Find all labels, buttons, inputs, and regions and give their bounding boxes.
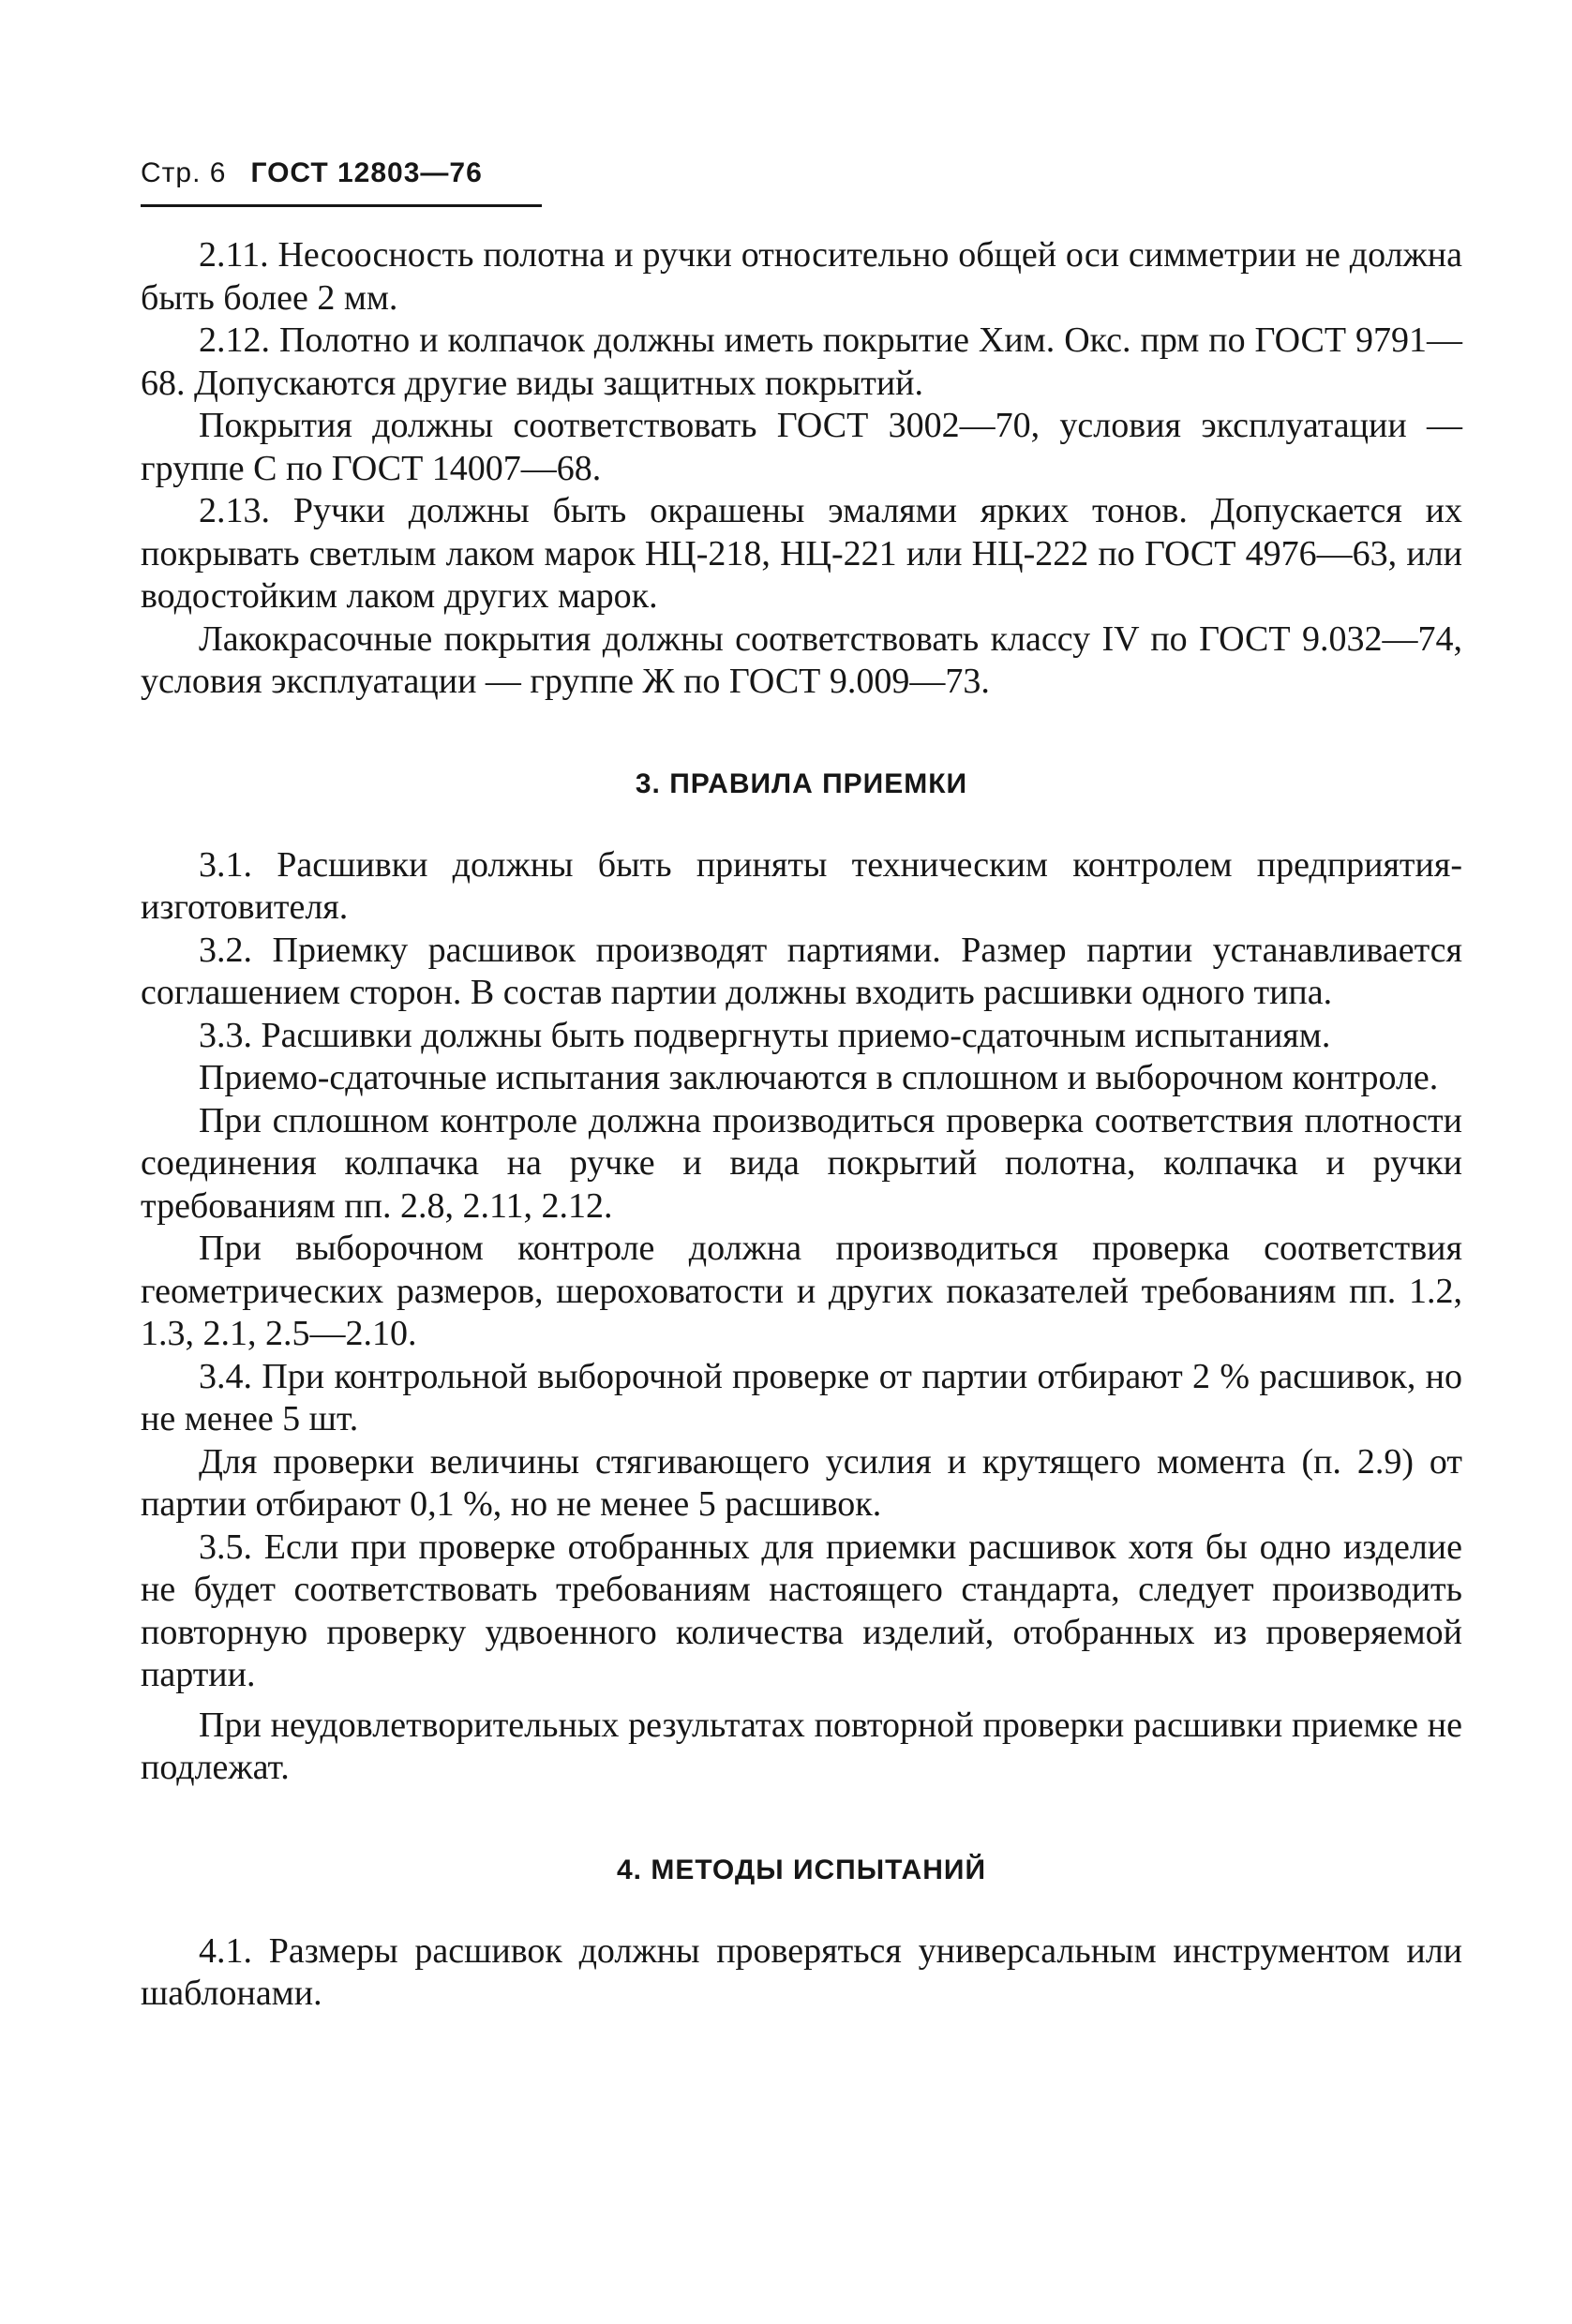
section-3-heading: 3. ПРАВИЛА ПРИЕМКИ	[635, 767, 968, 799]
standard-designation: ГОСТ 12803—76	[250, 157, 483, 188]
clause-3-5: 3.5. Если при проверке отобранных для приемки расшивок хотя бы одно изделие не будет соответствовать требованиям настоящего стандарта, следует производить повторную проверку удвоенного количества изделий, отобранных из проверяемой партии.	[141, 1527, 1462, 1694]
clause-2-13: 2.13. Ручки должны быть окрашены эмалями ярких тонов. Допускается их покрывать светлым лаком марок НЦ-218, НЦ-221 или НЦ-222 по ГОСТ 4976—63, или водостойким лаком других марок.	[141, 491, 1462, 616]
clause-3-1: 3.1. Расшивки должны быть приняты техническим контролем предприятия-изготовителя.	[141, 844, 1462, 927]
section-4-heading: 4. МЕТОДЫ ИСПЫТАНИЙ	[617, 1854, 986, 1885]
clause-3-3-full-control: При сплошном контроле должна производиться проверка соответствия плотности соединения колпачка на ручке и вида покрытий полотна, колпачка и ручки требованиям пп. 2.8, 2.11, 2.12.	[141, 1100, 1462, 1226]
clause-2-12-coatings: Покрытия должны соответствовать ГОСТ 3002—70, условия эксплуатации — группе С по ГОСТ 14007—68.	[141, 406, 1462, 488]
document-body	[141, 234, 1462, 2016]
clause-3-4-torque: Для проверки величины стягивающего усилия и крутящего момента (п. 2.9) от партии отбирают 0,1 %, но не менее 5 расшивок.	[141, 1441, 1462, 1524]
page-number-label: Стр. 6	[141, 157, 227, 188]
document-page	[141, 0, 1472, 2324]
clause-3-3-sample-control: При выборочном контроле должна производиться проверка соответствия геометрических размеров, шероховатости и других показателей требованиям пп. 1.2, 1.3, 2.1, 2.5—2.10.	[141, 1229, 1462, 1353]
clause-2-13-paint: Лакокрасочные покрытия должны соответствовать классу IV по ГОСТ 9.032—74, условия эксплуатации — группе Ж по ГОСТ 9.009—73.	[141, 618, 1462, 701]
clause-3-3-tests: Приемо-сдаточные испытания заключаются в сплошном и выборочном контроле.	[199, 1058, 1439, 1097]
clause-3-5-result: При неудовлетворительных результатах повторной проверки расшивки приемке не подлежат.	[141, 1705, 1462, 1787]
clause-4-1: 4.1. Размеры расшивок должны проверяться универсальным инструментом или шаблонами.	[141, 1930, 1462, 2013]
clause-2-12: 2.12. Полотно и колпачок должны иметь покрытие Хим. Окс. прм по ГОСТ 9791—68. Допускаются другие виды защитных покрытий.	[141, 320, 1462, 403]
header-rule	[141, 204, 542, 207]
clause-3-4: 3.4. При контрольной выборочной проверке от партии отбирают 2 % расшивок, но не менее 5 шт.	[141, 1356, 1462, 1438]
running-header	[141, 157, 483, 189]
clause-3-3: 3.3. Расшивки должны быть подвергнуты приемо-сдаточным испытаниям.	[199, 1015, 1331, 1055]
clause-2-11: 2.11. Несоосность полотна и ручки относительно общей оси симметрии не должна быть более 2 мм.	[141, 235, 1462, 318]
clause-3-2: 3.2. Приемку расшивок производят партиями. Размер партии устанавливается соглашением сторон. В состав партии должны входить расшивки одного типа.	[141, 930, 1462, 1012]
